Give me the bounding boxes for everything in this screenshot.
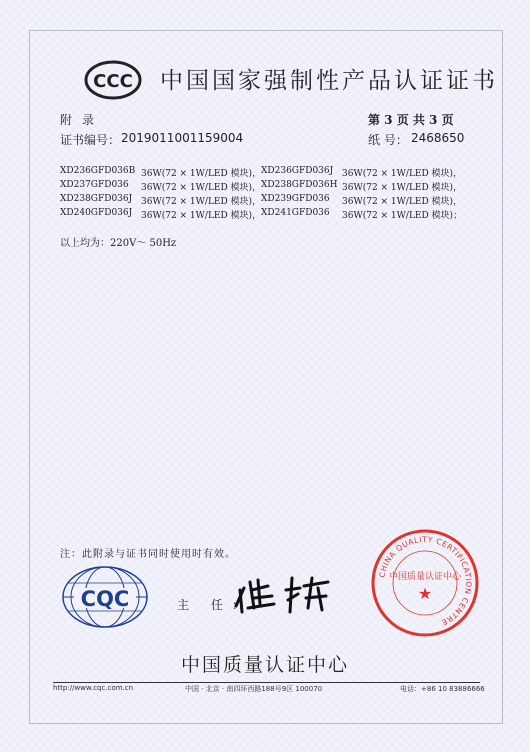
ccc-logo-icon — [84, 60, 142, 100]
cert-number: 2019011001159004 — [121, 131, 244, 145]
model-code: XD238GFD036H — [261, 180, 338, 190]
model-code: XD238GFD036J — [60, 194, 133, 204]
model-code: XD236GFD036B — [60, 166, 136, 176]
model-code: XD240GFD036J — [60, 208, 133, 218]
model-spec: 36W(72 × 1W/LED 模块)， — [342, 197, 463, 207]
model-spec: 36W(72 × 1W/LED 模块)， — [342, 183, 463, 193]
footer-phone: 电话：+86 10 83886666 — [400, 685, 485, 693]
footer-divider — [53, 682, 480, 683]
model-code: XD239GFD036 — [261, 194, 330, 204]
issuing-authority: 中国质量认证中心 — [180, 654, 349, 676]
model-spec: 36W(72 × 1W/LED 模块)， — [342, 169, 463, 179]
model-spec: 36W(72 × 1W/LED 模块)； — [342, 211, 463, 221]
cqc-logo-icon — [60, 565, 150, 630]
page-indicator: 第 3 页 共 3 页 — [368, 113, 454, 127]
model-spec: 36W(72 × 1W/LED 模块)， — [141, 197, 262, 207]
appendix-label: 附录 — [60, 113, 105, 127]
model-code: XD237GFD036 — [60, 180, 129, 190]
voltage-rating: 以上均为：220V～ 50Hz — [60, 238, 177, 249]
official-seal — [370, 528, 480, 638]
ccc-logo-text: CCC — [93, 71, 133, 92]
paper-number: 2468650 — [411, 131, 465, 145]
certificate-title: 中国国家强制性产品认证证书 — [160, 68, 498, 94]
model-spec: 36W(72 × 1W/LED 模块)， — [141, 169, 262, 179]
cqc-logo-text: CQC — [80, 587, 130, 611]
validity-note: 注：此附录与证书同时使用时有效。 — [60, 549, 236, 560]
footer-address: 中国 · 北京 · 南四环西路188号9区 100070 — [185, 685, 323, 693]
director-label: 主 任： — [177, 598, 253, 612]
model-code: XD241GFD036 — [261, 208, 330, 218]
seal-outer-text: CHINA QUALITY CERTIFICATION CENTRE — [377, 534, 474, 628]
cert-number-label: 证书编号： — [60, 133, 121, 147]
footer-url[interactable]: http://www.cqc.com.cn — [53, 684, 134, 692]
seal-inner-text: 中国质量认证中心 — [388, 572, 462, 582]
model-code: XD236GFD036J — [261, 166, 334, 176]
model-spec: 36W(72 × 1W/LED 模块)， — [141, 183, 262, 193]
model-spec: 36W(72 × 1W/LED 模块)， — [141, 211, 262, 221]
seal-star-icon: ★ — [417, 584, 433, 603]
paper-number-label: 纸 号： — [368, 133, 408, 147]
director-signature — [228, 568, 338, 618]
